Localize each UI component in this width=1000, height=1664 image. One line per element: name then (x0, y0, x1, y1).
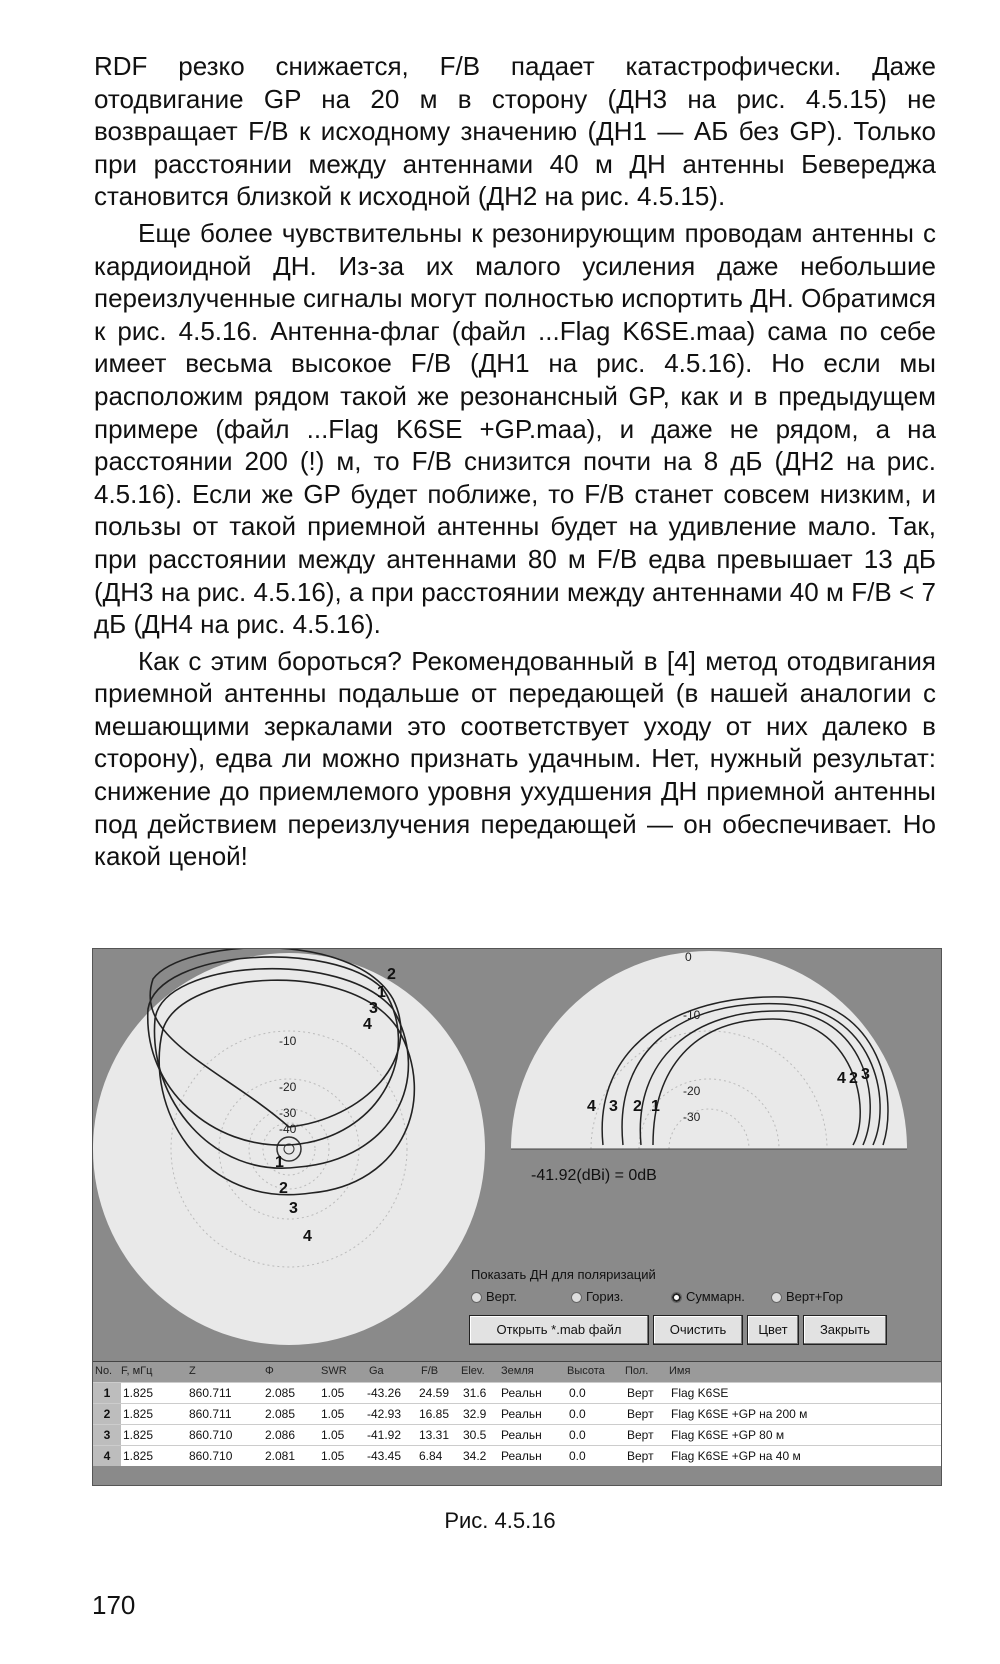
azimuth-curve-label-4: 4 (363, 1016, 372, 1033)
gain-scale-readout: -41.92(dBi) = 0dB (531, 1167, 657, 1184)
polarization-title: Показать ДН для поляризаций (471, 1267, 656, 1282)
page-number: 170 (92, 1590, 136, 1620)
azimuth-ring-label-20: -20 (279, 1080, 297, 1094)
elevation-curve-label-2r: 2 (849, 1070, 858, 1087)
polarization-horizontal-option[interactable]: Гориз. (571, 1289, 623, 1304)
azimuth-ring-label-10: -10 (279, 1034, 297, 1048)
elevation-plot-disc (511, 951, 907, 1149)
azimuth-ring-label-40: -40 (279, 1122, 297, 1136)
elevation-ring-label-0: 0 (685, 950, 692, 964)
radio-icon (571, 1292, 582, 1303)
azimuth-ring-label-30: -30 (279, 1106, 297, 1120)
elevation-ring-label-20: -20 (683, 1084, 701, 1098)
azimuth-curve-label-3b: 3 (289, 1200, 298, 1217)
results-table (93, 1361, 941, 1466)
clear-button[interactable]: Очистить (653, 1315, 743, 1345)
elevation-ring-label-30: -30 (683, 1110, 701, 1124)
azimuth-curve-label-1b: 1 (275, 1154, 284, 1171)
elevation-curve-label-3r: 3 (861, 1066, 870, 1083)
table-row[interactable]: 4 1.825 860.710 2.081 1.05 -43.45 6.84 34.2 Реальн 0.0 Верт Flag K6SE +GP на 40 м (93, 1445, 941, 1466)
azimuth-curve-label-2: 2 (387, 966, 396, 983)
azimuth-curve-label-3: 3 (369, 1000, 378, 1017)
table-row[interactable]: 2 1.825 860.711 2.085 1.05 -42.93 16.85 32.9 Реальн 0.0 Верт Flag K6SE +GP на 200 м (93, 1403, 941, 1424)
table-row[interactable]: 3 1.825 860.710 2.086 1.05 -41.92 13.31 30.5 Реальн 0.0 Верт Flag K6SE +GP 80 м (93, 1424, 941, 1445)
polarization-vertical-option[interactable]: Верт. (471, 1289, 517, 1304)
elevation-curve-label-1: 1 (651, 1098, 660, 1115)
polarization-total-option[interactable]: Суммарн. (671, 1289, 745, 1304)
elevation-curve-label-4: 4 (587, 1098, 596, 1115)
polarization-vert-hor-option[interactable]: Верт+Гор (771, 1289, 843, 1304)
azimuth-curve-label-4b: 4 (303, 1228, 312, 1245)
figure-caption: Рис. 4.5.16 (444, 1508, 556, 1533)
elevation-curve-label-3: 3 (609, 1098, 618, 1115)
paragraph-2: Еще более чувствительны к резонирующим проводам антенны с кардиоидной ДН. Из-за их малого усиления даже небольшие переизлученные сигналы могут полностью испортить ДН. Обратимся к рис. 4.5.16. Антенна-флаг (файл ...Flag K6SE.maa) сама по себе имеет весьма высокое F/B (ДН1 на рис. 4.5.16). Но если мы расположим рядом такой же резонансный GP, как и в предыдущем примере (файл ...Flag K6SE +GP.maa), и даже не рядом, а на расстоянии 200 (!) м, то F/B снизится почти на 8 дБ (ДН2 на рис. 4.5.16). Если же GP будет поближе, то F/B станет совсем низким, и пользы от такой приемной антенны будет на удивление мало. Так, при расстоянии между антеннами 80 м F/B едва превышает 13 дБ (ДН3 на рис. 4.5.16), а при расстоянии между антеннами 40 м F/B < 7 дБ (ДН4 на рис. 4.5.16). (94, 217, 936, 640)
color-button[interactable]: Цвет (747, 1315, 799, 1345)
paragraph-1: RDF резко снижается, F/B падает катастрофически. Даже отодвигание GP на 20 м в сторону (ДН3 на рис. 4.5.15) не возвращает F/B к исходному значению (ДН1 — АБ без GP). Только при расстоянии между антеннами 40 м ДН антенны Бевереджа становится близкой к исходной (ДН2 на рис. 4.5.15). (94, 51, 936, 212)
open-mab-file-button[interactable]: Открыть *.mab файл (469, 1315, 649, 1345)
azimuth-plot-disc (93, 953, 485, 1345)
elevation-curve-label-2: 2 (633, 1098, 642, 1115)
azimuth-curve-label-2b: 2 (279, 1180, 288, 1197)
radio-icon (771, 1292, 782, 1303)
radio-selected-icon (671, 1292, 682, 1303)
body-text (94, 50, 936, 877)
figure-button-row (469, 1315, 913, 1345)
results-table-header: No. F, мГц Z Φ SWR Ga F/B Elev. Земля Высота Пол. Имя (93, 1361, 941, 1382)
antenna-pattern-figure (92, 948, 942, 1486)
paragraph-3: Как с этим бороться? Рекомендованный в [4] метод отодвигания приемной антенны подальше от передающей (в нашей аналогии с мешающими зеркалами это соответствует уходу от них далеко в сторону), едва ли можно признать удачным. Нет, нужный результат: снижение до приемлемого уровня ухудшения ДН приемной антенны под действием переизлучения передающей — он обеспечивает. Но какой ценой! (94, 645, 936, 872)
elevation-ring-label-10: -10 (683, 1008, 701, 1022)
close-button[interactable]: Закрыть (803, 1315, 887, 1345)
azimuth-curve-label-1: 1 (377, 984, 386, 1001)
elevation-curve-label-4r: 4 (837, 1070, 846, 1087)
radio-icon (471, 1292, 482, 1303)
polarization-options (471, 1289, 891, 1309)
table-row[interactable]: 1 1.825 860.711 2.085 1.05 -43.26 24.59 31.6 Реальн 0.0 Верт Flag K6SE (93, 1382, 941, 1403)
